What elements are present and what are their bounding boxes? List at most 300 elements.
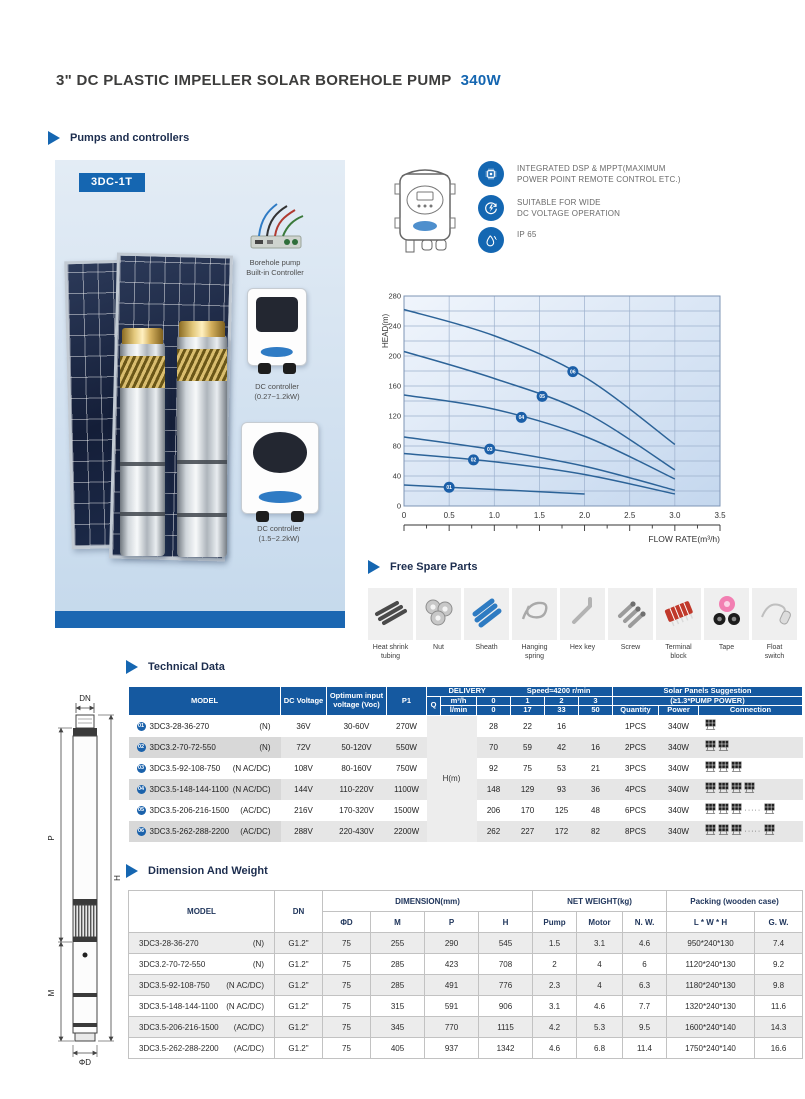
dim-value: 345 <box>371 1017 425 1038</box>
dc-controller-large <box>241 422 319 514</box>
spare-part-label-line: tubing <box>380 652 401 660</box>
p1-value: 550W <box>387 737 427 758</box>
section-arrow-icon <box>368 560 380 574</box>
flow-m3h-value: 1 <box>511 696 545 706</box>
y-tick-label: 40 <box>392 471 401 481</box>
dimension-weight-table-wrap <box>128 890 803 1059</box>
model-variant: (N AC/DC) <box>232 763 271 773</box>
voc-value: 30-60V <box>343 721 370 731</box>
model-cell <box>129 975 275 996</box>
solar-panel-icon <box>705 719 716 733</box>
spare-part-label-line: Hanging <box>521 644 548 651</box>
dc-controller-small <box>247 288 307 366</box>
spare-part-label-line: spring <box>524 652 545 660</box>
x-tick-label: 2.5 <box>624 511 636 520</box>
dim-value: 1342 <box>479 1038 533 1059</box>
connection-cell <box>699 779 803 800</box>
feature-line: DC VOLTAGE OPERATION <box>517 209 621 219</box>
dim-value: 75 <box>323 975 371 996</box>
y-tick-label: 240 <box>388 321 401 331</box>
dim-value: 7.7 <box>623 996 667 1017</box>
head-value: 148 <box>477 779 511 800</box>
head-value: 92 <box>489 763 498 773</box>
head-value: 262 <box>477 821 511 842</box>
dim-value: 1.5 <box>533 933 577 954</box>
pump-cap <box>179 321 225 337</box>
dim-table-row <box>129 996 803 1017</box>
solar-panel-icon <box>705 803 716 817</box>
feature-line: POWER POINT REMOTE CONTROL ETC.) <box>517 175 681 185</box>
dimension-weight-table <box>128 890 803 1059</box>
dim-value: 6.8 <box>577 1038 623 1059</box>
terminal-block-icon <box>659 592 699 637</box>
power-value: 340W <box>659 779 699 800</box>
dim-header-row <box>129 891 803 912</box>
feature-row <box>478 161 681 187</box>
connection-cell <box>699 800 803 821</box>
packing-subcol: G. W. <box>755 912 803 933</box>
dn-value: G1.2" <box>275 996 323 1017</box>
dn-value: G1.2" <box>275 975 323 996</box>
dc-voltage-value: 144V <box>281 779 327 800</box>
dim-value: 906 <box>479 996 533 1017</box>
pump-dimension-drawing <box>42 693 127 1071</box>
dim-value: 16.6 <box>755 1038 803 1059</box>
dc-controller-outline-sketch <box>392 162 458 258</box>
connection-diagram <box>701 782 801 796</box>
y-tick-label: 120 <box>388 411 401 421</box>
brand-logo <box>259 491 302 503</box>
x-tick-label: 2.0 <box>579 511 591 520</box>
model-cell <box>129 996 275 1017</box>
model-badge: 3DC-1T <box>79 173 145 192</box>
col-optimum-voltage: Optimum input voltage (Voc) <box>327 687 387 716</box>
head-value: 59 <box>511 737 545 758</box>
dim-label-fd: ΦD <box>78 1058 92 1067</box>
spare-part-label-line: Screw <box>620 644 641 651</box>
spare-part-label <box>433 644 444 653</box>
dim-value: 9.8 <box>755 975 803 996</box>
solar-panel-icon <box>718 782 729 796</box>
page-title <box>56 72 501 89</box>
y-tick-label: 160 <box>388 381 401 391</box>
voc-value: 80-160V <box>341 763 372 773</box>
x-axis-title: FLOW RATE(m³/h) <box>648 534 720 544</box>
cable-gland <box>258 363 271 374</box>
dim-table-row <box>129 933 803 954</box>
model-variant: (N AC/DC) <box>226 1001 264 1011</box>
weight-subcol: N. W. <box>623 912 667 933</box>
y-tick-label: 200 <box>388 351 401 361</box>
spare-part-label-line: block <box>670 652 687 660</box>
connection-cell <box>699 715 803 737</box>
section-tech-label: Technical Data <box>148 661 225 673</box>
model-variant: (AC/DC) <box>240 805 271 815</box>
col-model: MODEL <box>129 687 281 716</box>
col-weight-group: NET WEIGHT(kg) <box>533 891 667 912</box>
spare-part-float-switch <box>752 588 797 662</box>
ip65-waterproof-icon <box>478 227 504 253</box>
pump-intake-mesh <box>120 356 165 388</box>
row-number-badge: 06 <box>137 828 145 835</box>
dc-voltage-value: 108V <box>294 763 313 773</box>
model-cell-content <box>131 981 272 990</box>
section-technical-data <box>126 660 225 674</box>
p1-value: 750W <box>396 763 417 773</box>
col-q: Q <box>427 696 441 715</box>
dim-table-row <box>129 1038 803 1059</box>
weight-subcol: Motor <box>577 912 623 933</box>
solar-panel-icon <box>764 824 775 838</box>
spare-part-label-line: Tape <box>718 644 735 651</box>
model-cell-content <box>131 1023 272 1032</box>
pump-image-1 <box>120 342 165 556</box>
caption-line: Borehole pump <box>249 258 301 267</box>
caption-line: (1.5~2.2kW) <box>258 533 300 543</box>
dim-label-dn: DN <box>79 694 91 703</box>
product-panel <box>55 160 345 628</box>
dim-table-row <box>129 975 803 996</box>
dim-subcol: P <box>425 912 479 933</box>
screw-image <box>608 588 653 640</box>
model-name: 3DC3.5-92-108-750 <box>149 763 221 773</box>
x-tick-label: 3.0 <box>669 511 681 520</box>
head-value: 93 <box>545 779 579 800</box>
dim-value: 4 <box>577 975 623 996</box>
pump-band <box>120 462 165 466</box>
spare-part-label <box>475 644 497 653</box>
col-model: MODEL <box>129 891 275 933</box>
dim-value: 405 <box>371 1038 425 1059</box>
quantity-value: 3PCS <box>625 763 646 773</box>
solar-panel-icon <box>718 740 729 754</box>
curve-marker-label: 06 <box>570 369 576 376</box>
col-packing-group: Packing (wooden case) <box>667 891 803 912</box>
solar-panel-icon <box>705 824 716 838</box>
dim-table-row <box>129 1017 803 1038</box>
solar-panel-icon <box>718 761 729 775</box>
dim-value: 950*240*130 <box>667 933 755 954</box>
pump-cap <box>122 328 163 344</box>
model-cell <box>129 933 275 954</box>
head-value: 125 <box>554 805 569 815</box>
feature-text <box>517 227 537 240</box>
model-cell-content <box>131 939 272 948</box>
model-cell <box>129 800 281 821</box>
dim-value: 4.6 <box>577 996 623 1017</box>
p1-value: 2200W <box>387 821 427 842</box>
y-tick-label: 280 <box>388 291 401 301</box>
dim-value: 9.2 <box>755 954 803 975</box>
quantity-value: 2PCS <box>613 737 659 758</box>
head-value: 22 <box>523 721 532 731</box>
dim-label-h: H <box>113 875 122 881</box>
voc-value: 50-120V <box>327 737 387 758</box>
flow-lmin-value: 17 <box>511 706 545 716</box>
model-cell-content <box>131 1002 272 1011</box>
spare-part-label-line: Sheath <box>475 644 498 651</box>
dim-value: 1320*240*130 <box>667 996 755 1017</box>
dim-value: 14.3 <box>755 1017 803 1038</box>
connection-diagram <box>701 719 801 733</box>
spare-part-label <box>765 644 784 662</box>
dim-value: 75 <box>323 954 371 975</box>
technical-data-table <box>128 686 803 842</box>
tape-image <box>704 588 749 640</box>
voc-value: 170-320V <box>339 805 374 815</box>
spare-part-label-line: Terminal <box>665 644 692 651</box>
y-axis-title: HEAD(m) <box>381 313 390 348</box>
x-tick-label: 1.5 <box>533 511 545 520</box>
dim-table-row <box>129 954 803 975</box>
spare-part-nut <box>416 588 461 662</box>
dim-value: 9.5 <box>623 1017 667 1038</box>
row-number-badge: 02 <box>137 744 145 751</box>
dim-value: 770 <box>425 1017 479 1038</box>
spare-part-label-line: Nut <box>433 644 444 651</box>
tech-header-row <box>129 687 803 697</box>
flow-m3h-value: 2 <box>545 696 579 706</box>
model-name: 3DC3.2-70-72-550 <box>139 959 206 969</box>
y-tick-label: 0 <box>396 501 401 511</box>
dim-value: 1180*240*130 <box>667 975 755 996</box>
dim-value: 1600*240*140 <box>667 1017 755 1038</box>
weight-subcol: Pump <box>533 912 577 933</box>
dim-value: 285 <box>371 975 425 996</box>
technical-data-table-wrap <box>128 686 803 842</box>
dn-value: G1.2" <box>275 1038 323 1059</box>
dim-value: 545 <box>479 933 533 954</box>
model-variant: (N) <box>252 938 264 948</box>
dim-label-m: M <box>47 989 56 997</box>
flow-lmin-value: 33 <box>545 706 579 716</box>
pump-image-2 <box>177 335 227 557</box>
head-value: 21 <box>591 763 600 773</box>
col-connection: Connection <box>699 706 803 716</box>
feature-row <box>478 227 537 253</box>
quantity-value: 8PCS <box>613 821 659 842</box>
flow-lmin-value: 50 <box>579 706 613 716</box>
spare-part-label <box>373 644 408 662</box>
solar-panel-icon <box>731 761 742 775</box>
model-cell-content <box>131 1044 272 1053</box>
head-value: 172 <box>545 821 579 842</box>
dim-subcol: M <box>371 912 425 933</box>
connection-dots: ····· <box>744 806 762 814</box>
row-number-badge: 04 <box>137 786 145 793</box>
features-list <box>478 161 798 261</box>
connection-dots: ····· <box>744 827 762 835</box>
dim-table-head <box>129 891 803 933</box>
model-name: 3DC3.5-206-216-1500 <box>139 1022 219 1032</box>
dim-value: 2 <box>533 954 577 975</box>
power-value: 340W <box>659 821 699 842</box>
nut-image <box>416 588 461 640</box>
connection-diagram <box>701 824 801 838</box>
dn-value: G1.2" <box>275 933 323 954</box>
model-cell <box>129 737 281 758</box>
y-tick-label: 80 <box>392 441 401 451</box>
solar-sub-label: (≥1.3*PUMP POWER) <box>613 696 803 706</box>
section-arrow-icon <box>48 131 60 145</box>
feature-text <box>517 161 681 185</box>
model-name: 3DC3.5-92-108-750 <box>139 980 210 990</box>
feature-line: SUITABLE FOR WIDE <box>517 198 601 207</box>
spare-part-tape <box>704 588 749 662</box>
spare-part-hanging-spring <box>512 588 557 662</box>
model-name: 3DC3.5-148-144-1100 <box>139 1001 219 1011</box>
solar-panel-icon <box>731 782 742 796</box>
model-name: 3DC3.5-262-288-2200 <box>139 1043 219 1053</box>
solar-panel-icon <box>731 803 742 817</box>
dim-value: 6.3 <box>623 975 667 996</box>
power-value: 340W <box>668 763 689 773</box>
heat-shrink-tubing-image <box>368 588 413 640</box>
quantity-value: 6PCS <box>625 805 646 815</box>
hanging-spring-image <box>512 588 557 640</box>
spare-part-hex-key <box>560 588 605 662</box>
pump-band <box>177 513 227 517</box>
model-name: 3DC3.5-262-288-2200 <box>149 826 230 836</box>
packing-subcol: L * W * H <box>667 912 755 933</box>
dim-value: 315 <box>371 996 425 1017</box>
tape-icon <box>707 592 747 637</box>
dim-value: 708 <box>479 954 533 975</box>
section-spare-label: Free Spare Parts <box>390 561 478 573</box>
p1-value: 1100W <box>387 779 427 800</box>
model-cell-content <box>131 743 279 752</box>
dim-value: 11.4 <box>623 1038 667 1059</box>
power-value: 340W <box>668 721 689 731</box>
spare-part-heat-shrink-tubing <box>368 588 413 662</box>
tech-table-body <box>129 715 803 842</box>
dc-voltage-value: 216V <box>294 805 313 815</box>
head-value <box>579 715 613 737</box>
spare-part-label-line: switch <box>764 652 785 660</box>
model-cell <box>129 779 281 800</box>
model-cell <box>129 954 275 975</box>
model-variant: (N AC/DC) <box>226 980 264 990</box>
model-variant: (AC/DC) <box>233 1043 264 1053</box>
curve-marker-label: 05 <box>539 394 545 401</box>
dim-value: 937 <box>425 1038 479 1059</box>
dim-value: 285 <box>371 954 425 975</box>
curve-marker-label: 04 <box>518 415 525 422</box>
solar-panel-icon <box>744 782 755 796</box>
row-number-badge: 05 <box>137 807 145 814</box>
dim-value: 491 <box>425 975 479 996</box>
flow-lmin-value: 0 <box>477 706 511 716</box>
model-name: 3DC3-28-36-270 <box>149 721 210 731</box>
dim-value: 1115 <box>479 1017 533 1038</box>
x-tick-label: 1.0 <box>488 511 500 520</box>
float-switch-icon <box>755 592 795 637</box>
caption-borehole-controller <box>225 258 325 278</box>
caption-line: (0.27~1.2kW) <box>254 391 300 401</box>
float-switch-image <box>752 588 797 640</box>
row-number-badge: 01 <box>137 723 145 730</box>
page-title-power: 340W <box>460 72 501 89</box>
controller-display <box>253 432 308 473</box>
model-variant: (N) <box>259 721 271 731</box>
head-value: 16 <box>557 721 566 731</box>
tech-table-row <box>129 715 803 737</box>
model-cell-content <box>131 722 279 731</box>
quantity-value: 4PCS <box>613 779 659 800</box>
section-arrow-icon <box>126 660 138 674</box>
head-value: 16 <box>579 737 613 758</box>
spare-part-label <box>570 644 595 653</box>
model-cell-content <box>131 806 279 815</box>
dim-value: 591 <box>425 996 479 1017</box>
solar-panel-icon <box>705 782 716 796</box>
model-name: 3DC3-28-36-270 <box>139 938 199 948</box>
model-variant: (N AC/DC) <box>232 784 271 794</box>
row-number-badge: 03 <box>137 765 145 772</box>
head-value: 227 <box>511 821 545 842</box>
dc-voltage-value: 36V <box>296 721 311 731</box>
connection-cell <box>699 758 803 779</box>
model-cell-content <box>131 960 272 969</box>
model-cell-content <box>131 764 279 773</box>
nut-icon <box>419 592 459 637</box>
voc-value: 110-220V <box>327 779 387 800</box>
spare-part-label <box>665 644 691 662</box>
feature-line: INTEGRATED DSP & MPPT(MAXIMUM <box>517 164 666 173</box>
p1-value: 1500W <box>393 805 420 815</box>
power-value: 340W <box>659 737 699 758</box>
dim-value: 4.2 <box>533 1017 577 1038</box>
sheath-image <box>464 588 509 640</box>
caption-line: Built-in Controller <box>246 267 304 277</box>
dim-table-body <box>129 933 803 1059</box>
head-value: 48 <box>591 805 600 815</box>
dim-value: 75 <box>323 1038 371 1059</box>
head-value: 170 <box>520 805 535 815</box>
page-title-text: 3" DC PLASTIC IMPELLER SOLAR BOREHOLE PUMP <box>56 72 452 89</box>
speed-label: Speed≈4200 r/min <box>526 686 591 695</box>
solar-panel-icon <box>705 740 716 754</box>
section-pumps-and-controllers <box>48 131 189 145</box>
model-name: 3DC3.5-206-216-1500 <box>149 805 230 815</box>
dim-value: 776 <box>479 975 533 996</box>
terminal-block-image <box>656 588 701 640</box>
model-cell-content <box>131 827 279 836</box>
model-cell-content <box>131 785 279 794</box>
col-quantity: Quantity <box>613 706 659 716</box>
dc-voltage-icon <box>478 195 504 221</box>
dim-value: 1120*240*130 <box>667 954 755 975</box>
dim-subcol: ΦD <box>323 912 371 933</box>
tech-table-head <box>129 687 803 716</box>
dim-value: 75 <box>323 933 371 954</box>
dim-value: 5.3 <box>577 1017 623 1038</box>
connection-diagram <box>701 761 801 775</box>
dim-value: 75 <box>323 996 371 1017</box>
model-variant: (N) <box>259 742 271 752</box>
curve-marker-label: 03 <box>486 446 493 453</box>
unit-lmin: l/min <box>441 706 477 716</box>
connection-diagram <box>701 803 801 817</box>
connection-cell <box>699 821 803 842</box>
unit-m3h: m³/h <box>441 696 477 706</box>
caption-line: DC controller <box>255 382 299 391</box>
brand-logo <box>261 347 293 357</box>
head-value: 82 <box>579 821 613 842</box>
section-pumps-label: Pumps and controllers <box>70 132 190 144</box>
p1-value: 270W <box>396 721 417 731</box>
spare-part-sheath <box>464 588 509 662</box>
